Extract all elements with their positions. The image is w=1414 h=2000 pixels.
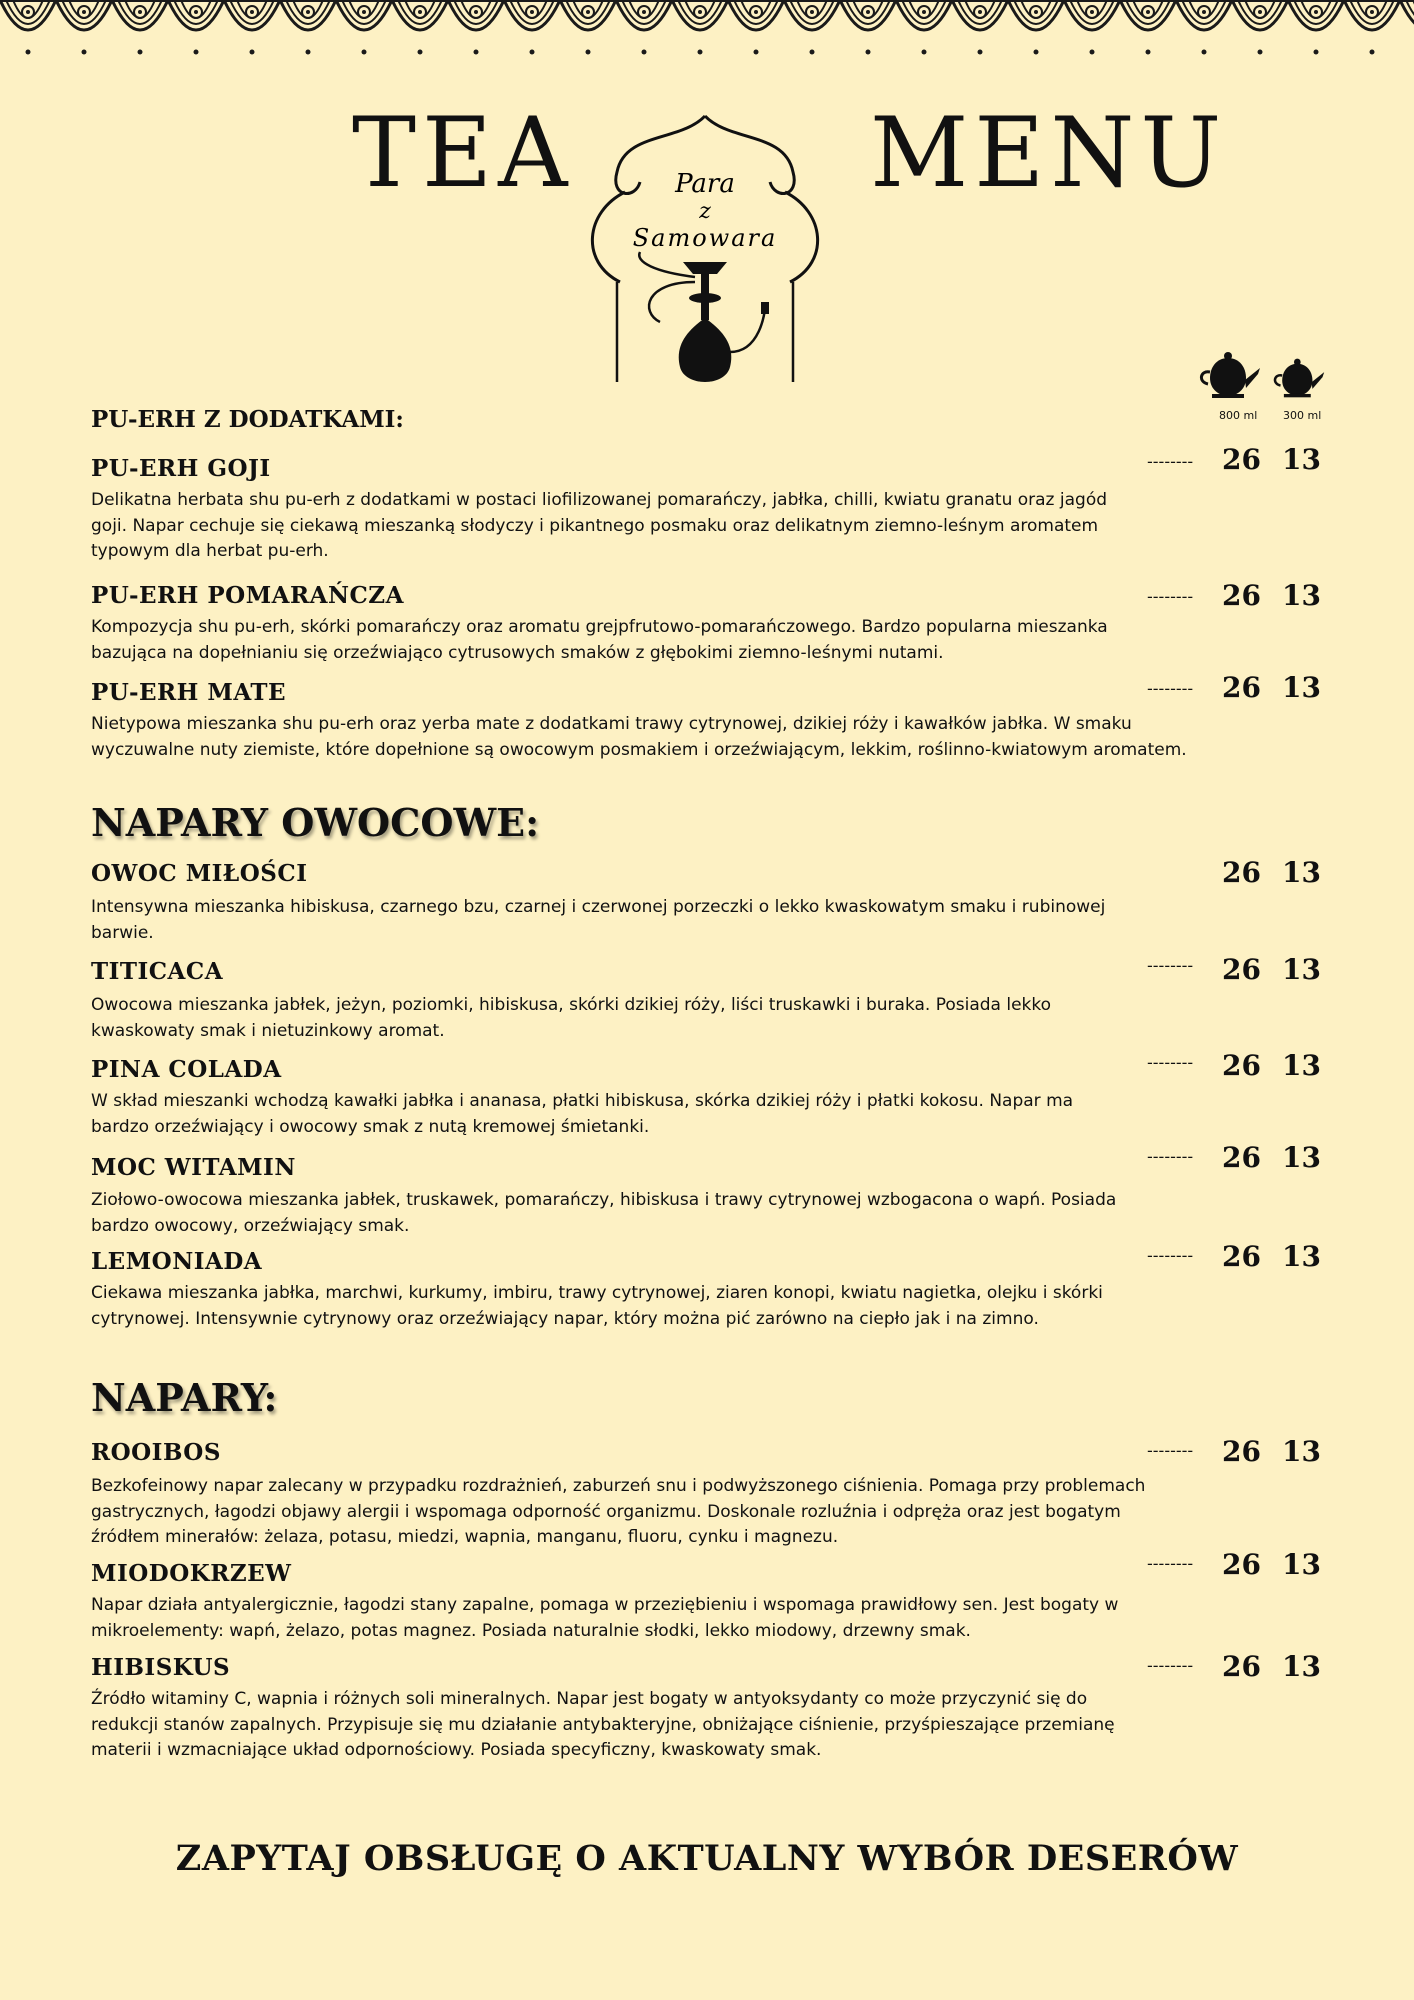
size-label-small: 300 ml <box>1283 409 1322 422</box>
leader-dashes: -------- <box>1147 1441 1194 1460</box>
item-description: W skład mieszanki wchodzą kawałki jabłka i ananasa, płatki hibiskusa, skórka dzikiej róży i płatki kokosu. Napar ma bardzo orzeźwiający i owocowy smak z nutą kremowej śmietanki. <box>91 1091 1074 1137</box>
leader-dashes: -------- <box>1147 587 1194 606</box>
leader-dashes: -------- <box>1147 1246 1194 1265</box>
leader-dashes: -------- <box>1147 956 1194 975</box>
item-description: Delikatna herbata shu pu-erh z dodatkami w postaci liofilizowanej pomarańczy, jabłka, chilli, kwiatu granatu oraz jagód goji. Napar cechuje się ciekawą mieszanką słodyczy i pikantnego posmaku oraz delikatnym ziemno-leśnym aromatem typowym dla herbat pu-erh. <box>91 490 1108 561</box>
ornamental-border <box>0 0 1414 62</box>
price-large: 26 <box>1222 1049 1261 1082</box>
hookah-logo <box>585 112 825 397</box>
leader-dashes: -------- <box>1147 452 1194 471</box>
leader-dashes: -------- <box>1147 1656 1194 1675</box>
price-small: 13 <box>1282 579 1321 612</box>
item-description: Owocowa mieszanka jabłek, jeżyn, poziomki, hibiskusa, skórki dzikiej róży, liści truskawki i buraka. Posiada lekko kwaskowaty smak i nietuzinkowy aromat. <box>91 995 1052 1041</box>
logo-line-2: z <box>699 199 711 224</box>
price-large: 26 <box>1222 856 1261 889</box>
leader-dashes: -------- <box>1147 1147 1194 1166</box>
price-small: 13 <box>1282 1240 1321 1273</box>
teapot-large-icon <box>1198 350 1262 400</box>
price-small: 13 <box>1282 1548 1321 1581</box>
price-small: 13 <box>1282 856 1321 889</box>
leader-dashes: -------- <box>1147 1554 1194 1573</box>
item-name: PU-ERH MATE <box>91 679 287 706</box>
item-description: Bezkofeinowy napar zalecany w przypadku rozdrażnień, zaburzeń snu i podwyższonego ciśnienia. Pomaga przy problemach gastrycznych, łagodzi objawy alergii i wspomaga odporność organizmu. Doskonale rozluźnia i odpręża oraz jest bogatym źródłem minerałów: żelaza, potasu, miedzi, wapnia, manganu, fluoru, cynku i magnezu. <box>91 1476 1146 1547</box>
price-large: 26 <box>1222 1650 1261 1683</box>
price-small: 13 <box>1282 1049 1321 1082</box>
section-heading-napary-owocowe: NAPARY OWOCOWE: <box>91 800 540 845</box>
item-name: HIBISKUS <box>91 1654 231 1681</box>
section-heading-napary: NAPARY: <box>91 1375 278 1420</box>
price-small: 13 <box>1282 671 1321 704</box>
item-name: PU-ERH POMARAŃCZA <box>91 582 404 609</box>
item-description: Intensywna mieszanka hibiskusa, czarnego bzu, czarnej i czerwonej porzeczki o lekko kwaskowatym smaku i rubinowej barwie. <box>91 897 1106 943</box>
price-large: 26 <box>1222 1435 1261 1468</box>
logo-line-3: Samowara <box>632 224 778 252</box>
item-description: Źródło witaminy C, wapnia i różnych soli mineralnych. Napar jest bogaty w antyoksydanty co może przyczynić się do redukcji stanów zapalnych. Przypisuje się mu działanie antybakteryjne, obniżające ciśnienie, przyśpieszające przemianę materii i wzmacniające układ odpornościowy. Posiada specyficzny, kwaskowaty smak. <box>91 1689 1115 1760</box>
item-name: PINA COLADA <box>91 1056 282 1083</box>
price-small: 13 <box>1282 953 1321 986</box>
title-menu: MENU <box>870 97 1228 209</box>
price-large: 26 <box>1222 579 1261 612</box>
item-description: Kompozycja shu pu-erh, skórki pomarańczy oraz aromatu grejpfrutowo-pomarańczowego. Bardzo popularna mieszanka bazująca na dopełnianiu się orzeźwiająco cytrusowych smaków z głębokimi ziemno-leśnymi nutami. <box>91 617 1108 663</box>
item-description: Ciekawa mieszanka jabłka, marchwi, kurkumy, imbiru, trawy cytrynowej, ziaren konopi, kwiatu nagietka, olejku i skórki cytrynowej. Intensywnie cytrynowy oraz orzeźwiający napar, który można pić zarówno na ciepło jak i na zimno. <box>91 1283 1103 1329</box>
item-name: LEMONIADA <box>91 1248 263 1275</box>
item-description: Ziołowo-owocowa mieszanka jabłek, truskawek, pomarańczy, hibiskusa i trawy cytrynowej wzbogacona o wapń. Posiada bardzo owocowy, orzeźwiający smak. <box>91 1190 1117 1236</box>
item-description: Nietypowa mieszanka shu pu-erh oraz yerba mate z dodatkami trawy cytrynowej, dzikiej róży i kawałków jabłka. W smaku wyczuwalne nuty ziemiste, które dopełnione są owocowym posmakiem i orzeźwiającym, lekkim, roślinno-kwiatowym aromatem. <box>91 714 1187 760</box>
price-small: 13 <box>1282 1650 1321 1683</box>
price-large: 26 <box>1222 1141 1261 1174</box>
size-label-large: 800 ml <box>1219 409 1258 422</box>
item-name: MOC WITAMIN <box>91 1154 296 1181</box>
price-large: 26 <box>1222 1240 1261 1273</box>
price-small: 13 <box>1282 443 1321 476</box>
price-small: 13 <box>1282 1435 1321 1468</box>
logo-line-1: Para <box>675 169 735 199</box>
price-large: 26 <box>1222 671 1261 704</box>
dessert-notice: ZAPYTAJ OBSŁUGĘ O AKTUALNY WYBÓR DESERÓW <box>175 1838 1239 1879</box>
leader-dashes: -------- <box>1147 1053 1194 1072</box>
item-name: PU-ERH GOJI <box>91 455 271 482</box>
item-name: ROOIBOS <box>91 1439 221 1466</box>
price-small: 13 <box>1282 1141 1321 1174</box>
item-name: MIODOKRZEW <box>91 1560 292 1587</box>
item-name: TITICACA <box>91 958 224 985</box>
item-name: OWOC MIŁOŚCI <box>91 860 308 887</box>
price-large: 26 <box>1222 953 1261 986</box>
teapot-small-icon <box>1272 357 1326 399</box>
item-description: Napar działa antyalergicznie, łagodzi stany zapalne, pomaga w przeziębieniu i wspomaga prawidłowy sen. Jest bogaty w mikroelementy: wapń, żelazo, potas magnez. Posiada naturalnie słodki, lekko miodowy, drzewny smak. <box>91 1595 1119 1641</box>
leader-dashes: -------- <box>1147 679 1194 698</box>
section-heading-pu-erh: PU-ERH Z DODATKAMI: <box>91 406 404 433</box>
price-large: 26 <box>1222 443 1261 476</box>
price-large: 26 <box>1222 1548 1261 1581</box>
title-tea: TEA <box>352 97 574 209</box>
